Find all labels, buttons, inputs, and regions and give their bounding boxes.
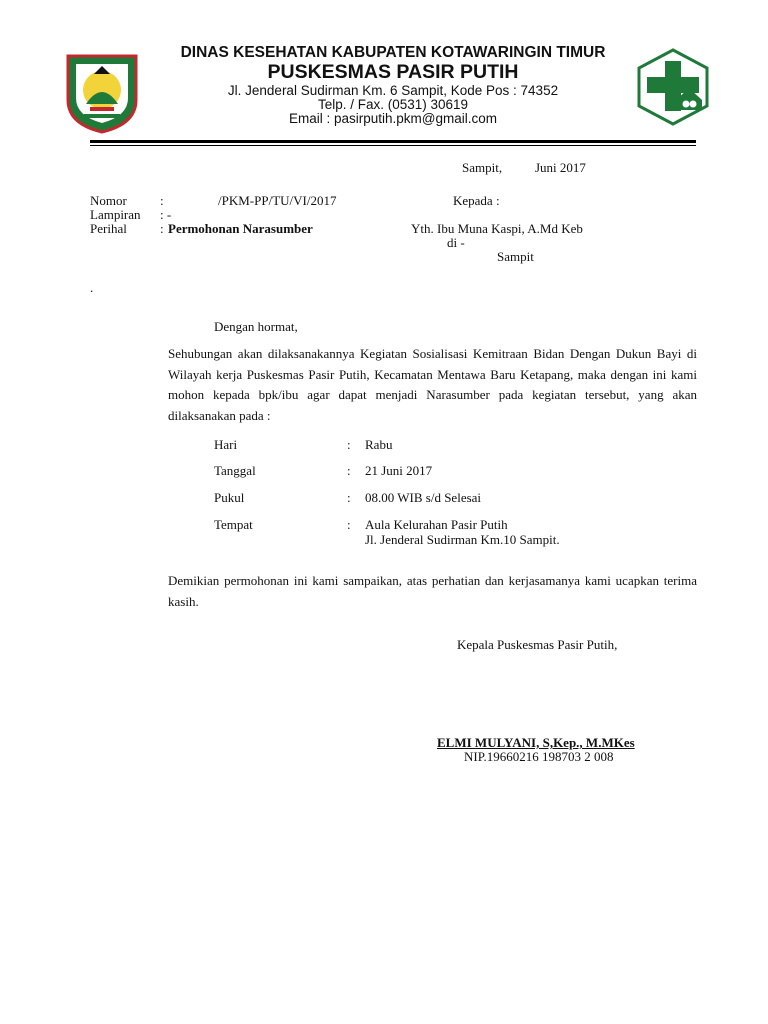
district-coat-of-arms-icon: [64, 52, 140, 134]
perihal-value: Permohonan Narasumber: [168, 221, 313, 236]
date-month-year: Juni 2017: [535, 160, 586, 175]
detail-colon: :: [347, 437, 351, 452]
detail-value-hari: Rabu: [365, 437, 393, 452]
perihal-label: Perihal: [90, 221, 127, 236]
detail-value-tempat: Aula Kelurahan Pasir Putih: [365, 517, 508, 532]
letterhead-email: Email : pasirputih.pkm@gmail.com: [288, 111, 498, 126]
recipient-name: Yth. Ibu Muna Kaspi, A.Md Keb: [411, 221, 583, 236]
recipient-kepada: Kepada :: [453, 193, 500, 208]
letterhead-address: Jl. Jenderal Sudirman Km. 6 Sampit, Kode Pos : 74352: [227, 83, 559, 98]
detail-label-tempat: Tempat: [214, 517, 253, 532]
signature-nip: NIP.19660216 198703 2 008: [464, 749, 614, 764]
signature-name: ELMI MULYANI, S,Kep., M.MKes: [437, 735, 635, 750]
lampiran-label: Lampiran: [90, 207, 141, 222]
detail-colon: :: [347, 517, 351, 532]
letterhead-rule-thin: [90, 145, 696, 146]
detail-label-tanggal: Tanggal: [214, 463, 256, 478]
recipient-di: di -: [447, 235, 465, 250]
stray-mark: .: [90, 280, 94, 295]
paragraph-intro: Sehubungan akan dilaksanakannya Kegiatan Sosialisasi Kemitraan Bidan Dengan Dukun Bayi di Wilayah kerja Puskesmas Pasir Putih, Kecamatan Mentawa Baru Ketapang, maka dengan ini kami mohon kepada bpk/ibu agar dapat menjadi Narasumber pada kegiatan tersebut, yang akan dilaksanakan pada :: [168, 346, 697, 423]
detail-label-pukul: Pukul: [214, 490, 245, 505]
detail-value-tempat-address: Jl. Jenderal Sudirman Km.10 Sampit.: [365, 532, 560, 547]
detail-value-tanggal: 21 Juni 2017: [365, 463, 433, 478]
recipient-city: Sampit: [497, 249, 534, 264]
letterhead-name: PUSKESMAS PASIR PUTIH: [267, 61, 519, 83]
nomor-value: /PKM-PP/TU/VI/2017: [218, 193, 337, 208]
detail-colon: :: [347, 463, 351, 478]
detail-colon: :: [347, 490, 351, 505]
detail-label-hari: Hari: [214, 437, 238, 452]
letterhead-rule-thick: [90, 140, 696, 143]
perihal-colon: :: [160, 221, 164, 236]
letterhead-phone: Telp. / Fax. (0531) 30619: [317, 97, 469, 112]
greeting: Dengan hormat,: [214, 319, 298, 334]
signature-title: Kepala Puskesmas Pasir Putih,: [457, 637, 618, 652]
nomor-label: Nomor: [90, 193, 127, 208]
puskesmas-cross-icon: [636, 48, 710, 126]
letterhead-agency: DINAS KESEHATAN KABUPATEN KOTAWARINGIN TIMUR: [180, 44, 606, 61]
nomor-colon: :: [160, 193, 164, 208]
paragraph-closing: Demikian permohonan ini kami sampaikan, atas perhatian dan kerjasamanya kami ucapkan terima kasih.: [168, 573, 697, 609]
detail-value-pukul: 08.00 WIB s/d Selesai: [365, 490, 482, 505]
date-place: Sampit,: [462, 160, 503, 175]
lampiran-value: : -: [160, 207, 172, 222]
